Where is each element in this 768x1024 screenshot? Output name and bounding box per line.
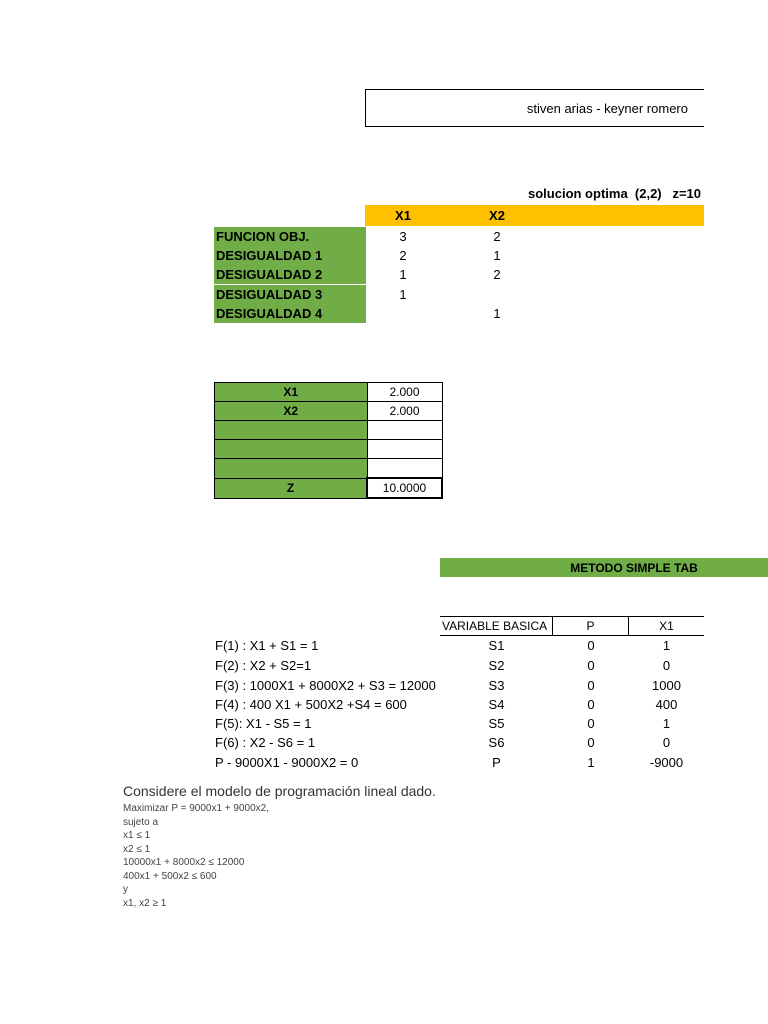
objective-row-x2 (459, 285, 535, 304)
simplex-row-x1: -9000 (649, 755, 684, 770)
simplex-row-basic: S2 (488, 658, 505, 673)
equation-line: F(1) : X1 + S1 = 1 (215, 638, 319, 653)
simplex-row-p: 0 (587, 678, 595, 693)
simplex-header-p: P (553, 616, 629, 636)
solution-label: solucion optima (2,2) z=10 (528, 186, 702, 201)
objective-row-label: DESIGUALDAD 4 (214, 304, 366, 323)
results-row (215, 459, 443, 479)
objective-row-x1: 3 (399, 229, 407, 244)
simplex-row-basic: S4 (488, 697, 505, 712)
problem-line: x1 ≤ 1 (123, 830, 151, 841)
equation-line: F(3) : 1000X1 + 8000X2 + S3 = 12000 (215, 678, 436, 693)
simplex-row-x1: 1 (662, 638, 671, 653)
simplex-row-x1: 1 (662, 716, 671, 731)
simplex-row-basic: P (492, 755, 501, 770)
results-row-label (215, 459, 368, 479)
objective-row-label: DESIGUALDAD 3 (214, 285, 366, 304)
equation-line: F(2) : X2 + S2=1 (215, 658, 312, 673)
results-table (214, 382, 443, 499)
simplex-row-basic: S5 (488, 716, 505, 731)
authors-text: stiven arias - keyner romero (526, 100, 688, 116)
simplex-header-x1: X1 (629, 616, 704, 636)
objective-row-x2: 2 (493, 267, 501, 282)
problem-line: sujeto a (123, 816, 159, 828)
problem-line: x2 ≤ 1 (123, 843, 151, 855)
simplex-row-p: 0 (587, 697, 595, 712)
results-row-label: Z (215, 478, 368, 498)
objective-row-x1: 2 (399, 248, 407, 263)
results-row-value: 2.000 (367, 402, 442, 421)
results-row-label (215, 421, 368, 440)
results-row (215, 421, 443, 440)
simplex-title-band (440, 558, 768, 577)
results-row (215, 440, 443, 459)
problem-line: y (123, 884, 128, 895)
objective-row-label: DESIGUALDAD 2 (214, 265, 366, 284)
simplex-header-basic: VARIABLE BASICA (440, 616, 553, 636)
objective-row-x2: 1 (493, 248, 501, 263)
simplex-row-basic: S6 (488, 735, 505, 750)
results-row-label: X1 (215, 383, 368, 402)
results-row-value (367, 440, 442, 459)
problem-title: Considere el modelo de programación lineal dado. (123, 783, 436, 799)
authors-box (365, 89, 704, 127)
simplex-row-x1: 0 (662, 658, 671, 673)
results-row-label: X2 (215, 402, 368, 421)
simplex-row-p: 0 (587, 638, 595, 653)
simplex-row-basic: S3 (488, 678, 505, 693)
objective-row-x2: 1 (493, 306, 501, 321)
problem-line: 10000x1 + 8000x2 ≤ 12000 (123, 857, 245, 868)
z-value: 10.0000 (367, 478, 442, 498)
objective-row-x2: 2 (493, 229, 501, 244)
results-row-label (215, 440, 368, 459)
equation-line: F(4) : 400 X1 + 500X2 +S4 = 600 (215, 697, 407, 712)
simplex-row-p: 0 (587, 658, 595, 673)
equation-line: F(5): X1 - S5 = 1 (215, 716, 312, 731)
objective-row-x1: 1 (399, 287, 407, 302)
results-row (215, 383, 443, 402)
header-x2: X2 (489, 208, 505, 223)
objective-row-x1: 1 (399, 267, 407, 282)
results-row-value (367, 459, 442, 479)
objective-row-x1 (365, 304, 441, 323)
simplex-row-p: 1 (587, 755, 595, 770)
problem-line: 400x1 + 500x2 ≤ 600 (123, 870, 217, 882)
simplex-row-p: 0 (587, 735, 595, 750)
simplex-row-x1: 1000 (652, 678, 681, 693)
objective-row-label: DESIGUALDAD 1 (214, 246, 366, 265)
header-x1: X1 (395, 208, 411, 223)
results-row (215, 402, 443, 421)
equation-line: P - 9000X1 - 9000X2 = 0 (215, 755, 359, 770)
objective-row-label: FUNCION OBJ. (214, 227, 366, 246)
results-row-value: 2.000 (367, 383, 442, 402)
simplex-row-p: 0 (587, 716, 595, 731)
simplex-title: METODO SIMPLE TAB (570, 560, 698, 575)
results-row (215, 478, 443, 498)
simplex-row-x1: 400 (655, 697, 678, 712)
simplex-row-basic: S1 (488, 638, 505, 653)
problem-line: Maximizar P = 9000x1 + 9000x2, (123, 803, 270, 814)
results-row-value (367, 421, 442, 440)
equation-line: F(6) : X2 - S6 = 1 (215, 735, 316, 750)
simplex-row-x1: 0 (662, 735, 671, 750)
problem-line: x1, x2 ≥ 1 (123, 897, 167, 909)
